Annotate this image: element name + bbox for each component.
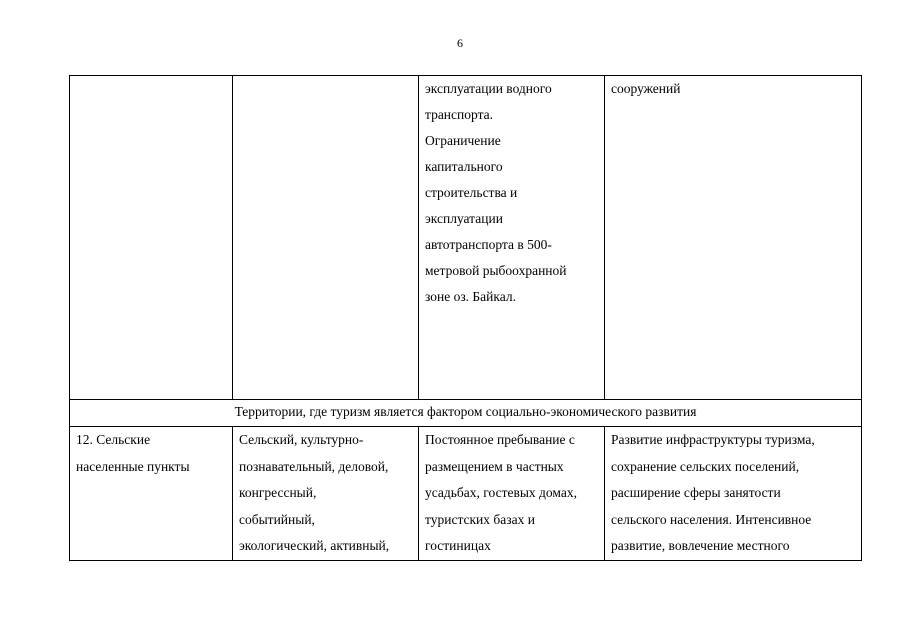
cell-text: автотранспорта в 500- <box>425 237 552 252</box>
cell-text: экологический, активный, <box>239 538 390 553</box>
cell-text: капитального <box>425 159 503 174</box>
cell-text: транспорта. <box>425 107 494 122</box>
cell-text: строительства и <box>425 185 518 200</box>
cell-text: эксплуатации водного <box>425 81 552 96</box>
cell-text: Постоянное пребывание с <box>425 432 575 447</box>
cell-text: населенные пункты <box>76 458 190 474</box>
cell-text: метровой рыбоохранной <box>425 263 567 278</box>
table-row-section-header <box>70 400 862 427</box>
cell-text: Развитие инфраструктуры туризма, <box>611 432 815 447</box>
cell-text: туристских базах и <box>425 511 535 527</box>
cell-text: сохранение сельских поселений, <box>611 458 800 474</box>
cell-text: расширение сферы занятости <box>611 485 781 500</box>
document-table <box>69 75 862 561</box>
table-cell-row12-col4 <box>605 427 862 561</box>
cell-text: Сельский, культурно- <box>239 432 364 447</box>
cell-text: усадьбах, гостевых домах, <box>425 485 577 500</box>
cell-text: сельского населения. Интенсивное <box>611 511 812 527</box>
cell-text: гостиницах <box>425 538 491 553</box>
table-row <box>70 76 862 400</box>
cell-text: конгрессный, <box>239 485 317 500</box>
table-cell-top-col4 <box>605 76 862 400</box>
cell-text: размещением в частных <box>425 458 564 474</box>
cell-text: событийный, <box>239 511 315 527</box>
table-row <box>70 427 862 561</box>
page-number: 6 <box>457 36 463 50</box>
section-header: Территории, где туризм является фактором социально-экономического развития <box>70 400 862 427</box>
table-cell-row12-col1 <box>70 427 233 561</box>
cell-text: познавательный, деловой, <box>239 458 389 474</box>
cell-text: развитие, вовлечение местного <box>611 538 790 553</box>
table-cell-top-col1 <box>70 76 233 400</box>
cell-text: сооружений <box>611 81 681 96</box>
table-cell-row12-col2 <box>233 427 419 561</box>
table-cell-top-col2 <box>233 76 419 400</box>
cell-text: зоне оз. Байкал. <box>425 289 516 304</box>
cell-text: Ограничение <box>425 133 501 148</box>
table-cell-row12-col3 <box>419 427 605 561</box>
cell-text: 12. Сельские <box>76 432 151 447</box>
table-cell-top-col3 <box>419 76 605 400</box>
cell-text: эксплуатации <box>425 211 503 226</box>
